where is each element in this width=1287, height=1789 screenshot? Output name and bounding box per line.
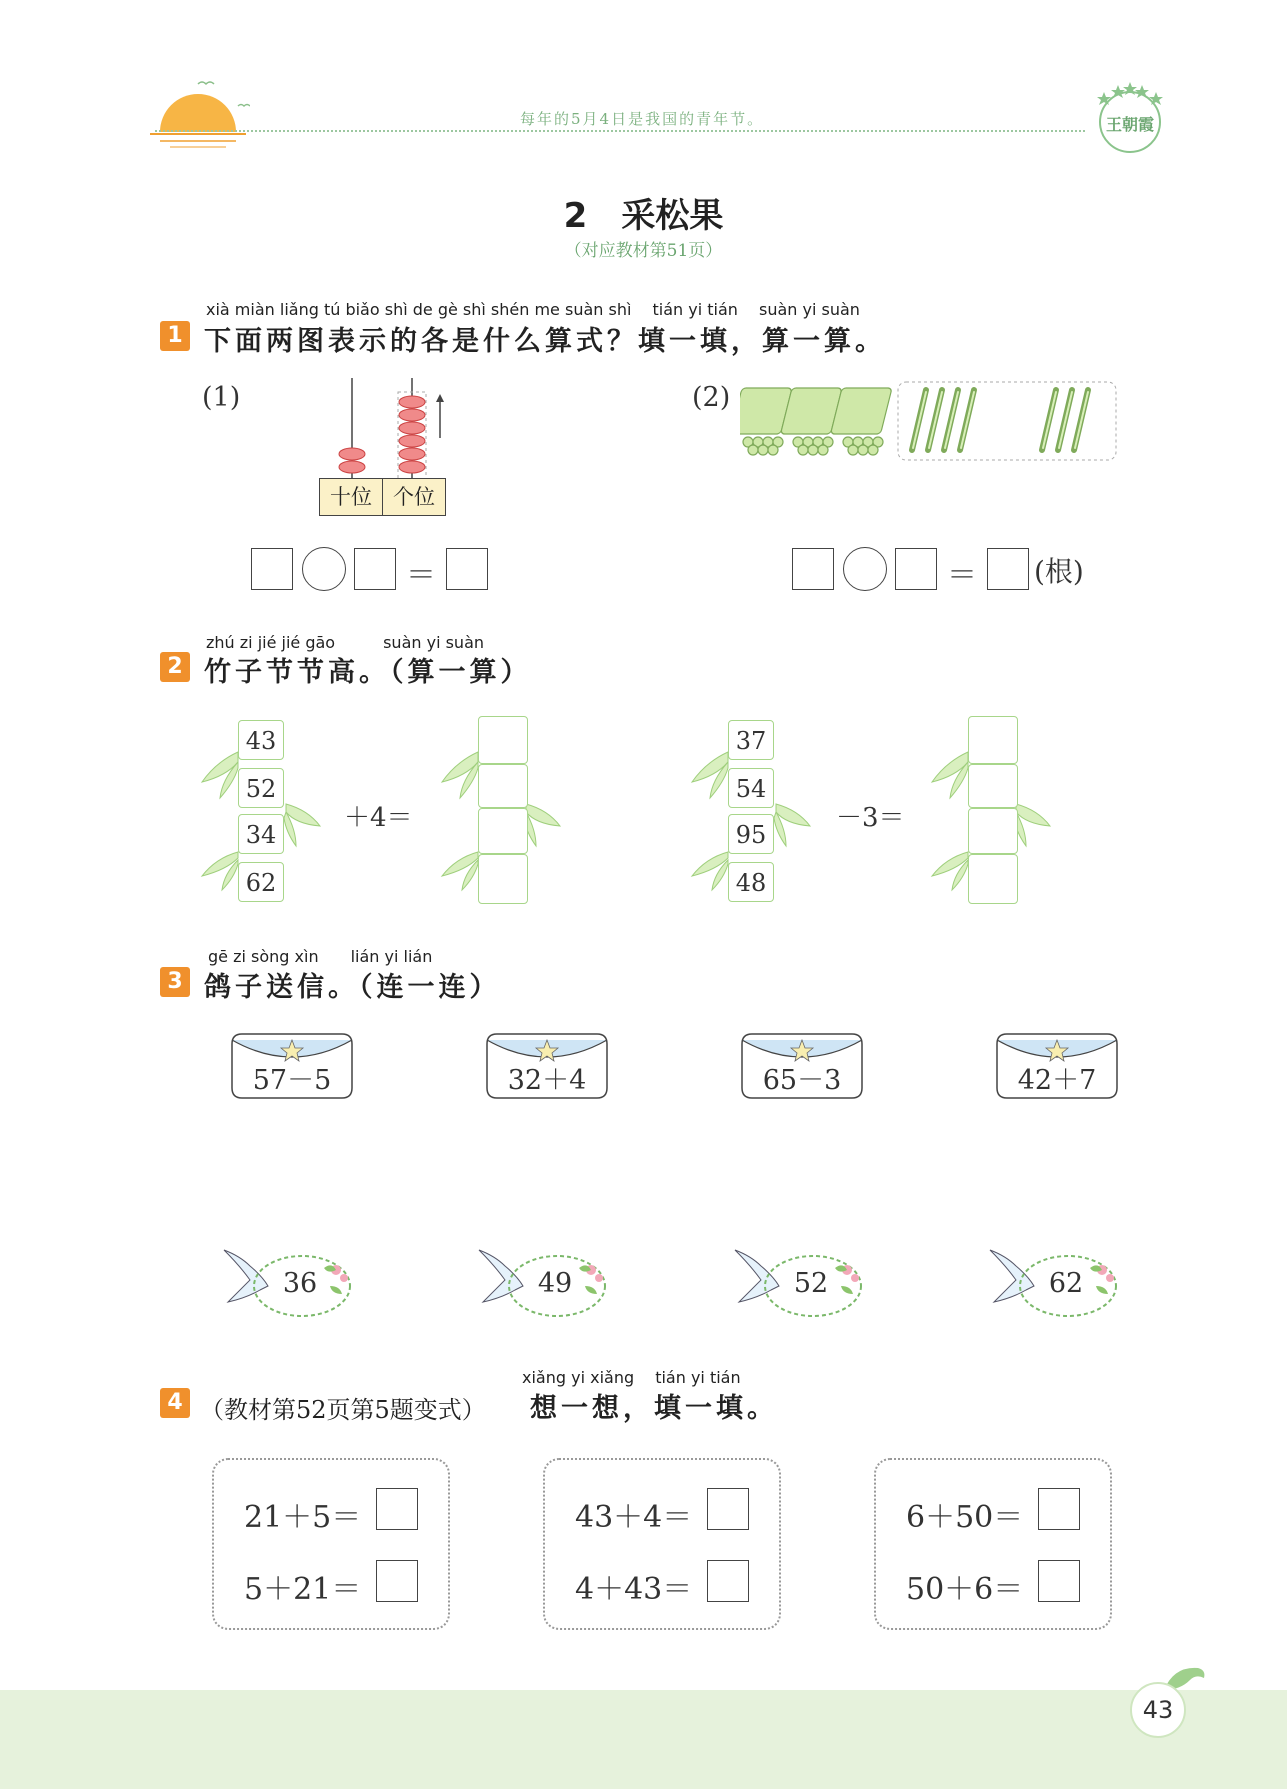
footer-background (0, 1690, 1287, 1789)
dove-number: 36 (282, 1268, 318, 1299)
q1-left-answer-box-1[interactable] (251, 548, 293, 590)
calc-expression: 50＋6＝ (906, 1572, 1024, 1607)
q1-left-equals: ＝ (406, 558, 436, 593)
bamboo-right-answer-4[interactable] (968, 854, 1018, 904)
brand-badge (1090, 78, 1170, 158)
bamboo-right-segment-1: 37 (728, 720, 774, 760)
bamboo-left-operation: ＋4＝ (344, 803, 413, 833)
stick-bundles-icon (740, 380, 1120, 462)
envelope-expression: 32＋4 (507, 1065, 587, 1096)
calc-expression: 43＋4＝ (575, 1500, 693, 1535)
bamboo-left-segment-2: 52 (238, 768, 284, 808)
q1-number: 1 (160, 321, 190, 351)
bamboo-right-segment-2: 54 (728, 768, 774, 808)
header-motto: 每年的5月4日是我国的青年节。 (520, 110, 765, 128)
abacus-tens-label: 十位 (319, 478, 383, 516)
dove-card[interactable] (731, 1246, 871, 1326)
abacus-ones-label: 个位 (382, 478, 446, 516)
brand-name: 王朝霞 (1105, 115, 1154, 134)
bamboo-left-answer-2[interactable] (478, 764, 528, 808)
calc-expression: 6＋50＝ (906, 1500, 1024, 1535)
bamboo-left-answer-4[interactable] (478, 854, 528, 904)
dove-number: 52 (793, 1268, 829, 1299)
calc-expression: 5＋21＝ (244, 1572, 362, 1607)
bamboo-right-segment-3: 95 (728, 814, 774, 854)
bamboo-left-answer-1[interactable] (478, 716, 528, 764)
envelope-expression: 42＋7 (1017, 1065, 1097, 1096)
bamboo-right-answer-1[interactable] (968, 716, 1018, 764)
q4-text: 想一想，填一填。 (530, 1393, 778, 1424)
q1-right-operator-circle[interactable] (843, 547, 887, 591)
calc-answer-box[interactable] (376, 1560, 418, 1602)
q1-right-answer-box-1[interactable] (792, 548, 834, 590)
dove-number: 49 (537, 1268, 573, 1299)
dove-card[interactable] (220, 1246, 360, 1326)
calc-card (543, 1458, 781, 1630)
page-number: 43 (1130, 1682, 1186, 1738)
calc-answer-box[interactable] (707, 1488, 749, 1530)
q1-pinyin: xià miàn liǎng tú biǎo shì de gè shì shén me suàn shì tián yi tián suàn yi suàn (206, 300, 860, 319)
envelope-card[interactable] (736, 1030, 868, 1102)
bamboo-right-answer-3[interactable] (968, 808, 1018, 854)
dove-card[interactable] (475, 1246, 615, 1326)
q2-text: 竹子节节高。（算一算） (204, 657, 532, 688)
q4-number: 4 (160, 1388, 190, 1418)
q1-left-answer-box-2[interactable] (354, 548, 396, 590)
q2-pinyin: zhú zi jié jié gāo suàn yi suàn (206, 633, 485, 652)
q1-right-equals: ＝ (947, 558, 977, 593)
q1-right-answer-box-2[interactable] (895, 548, 937, 590)
calc-answer-box[interactable] (1038, 1560, 1080, 1602)
envelope-card[interactable] (991, 1030, 1123, 1102)
calc-expression: 4＋43＝ (575, 1572, 693, 1607)
q1-right-answer-box-3[interactable] (987, 548, 1029, 590)
q4-pinyin: xiǎng yi xiǎng tián yi tián (522, 1368, 741, 1387)
bamboo-right-segment-4: 48 (728, 862, 774, 902)
calc-answer-box[interactable] (376, 1488, 418, 1530)
q1-unit-label: (根) (1034, 555, 1084, 588)
q3-text: 鸽子送信。（连一连） (204, 972, 501, 1003)
envelope-card[interactable] (481, 1030, 613, 1102)
q1-left-operator-circle[interactable] (302, 547, 346, 591)
page-title: 2 采松果 (563, 196, 724, 236)
bamboo-right-answer-2[interactable] (968, 764, 1018, 808)
calc-answer-box[interactable] (1038, 1488, 1080, 1530)
q1-left-answer-box-3[interactable] (446, 548, 488, 590)
bamboo-left-segment-3: 34 (238, 814, 284, 854)
sun-logo-icon (150, 70, 250, 150)
bamboo-left-answer-3[interactable] (478, 808, 528, 854)
envelope-expression: 57－5 (252, 1065, 332, 1096)
envelope-expression: 65－3 (762, 1065, 842, 1096)
q3-pinyin: gē zi sòng xìn lián yi lián (208, 947, 433, 966)
calc-card (874, 1458, 1112, 1630)
bamboo-left-segment-1: 43 (238, 720, 284, 760)
q1-part1-label: (1) (202, 382, 241, 413)
q1-text: 下面两图表示的各是什么算式？填一填，算一算。 (204, 326, 886, 357)
envelope-card[interactable] (226, 1030, 358, 1102)
page-subtitle: （对应教材第51页） (564, 241, 723, 261)
calc-answer-box[interactable] (707, 1560, 749, 1602)
q4-prefix: （教材第52页第5题变式） (200, 1396, 486, 1424)
header-divider (155, 130, 1085, 132)
bamboo-right-operation: －3＝ (836, 803, 905, 833)
q3-number: 3 (160, 967, 190, 997)
dove-card[interactable] (986, 1246, 1126, 1326)
calc-expression: 21＋5＝ (244, 1500, 362, 1535)
q1-part2-label: (2) (692, 382, 731, 413)
calc-card (212, 1458, 450, 1630)
dove-number: 62 (1048, 1268, 1084, 1299)
q2-number: 2 (160, 652, 190, 682)
bamboo-left-segment-4: 62 (238, 862, 284, 902)
